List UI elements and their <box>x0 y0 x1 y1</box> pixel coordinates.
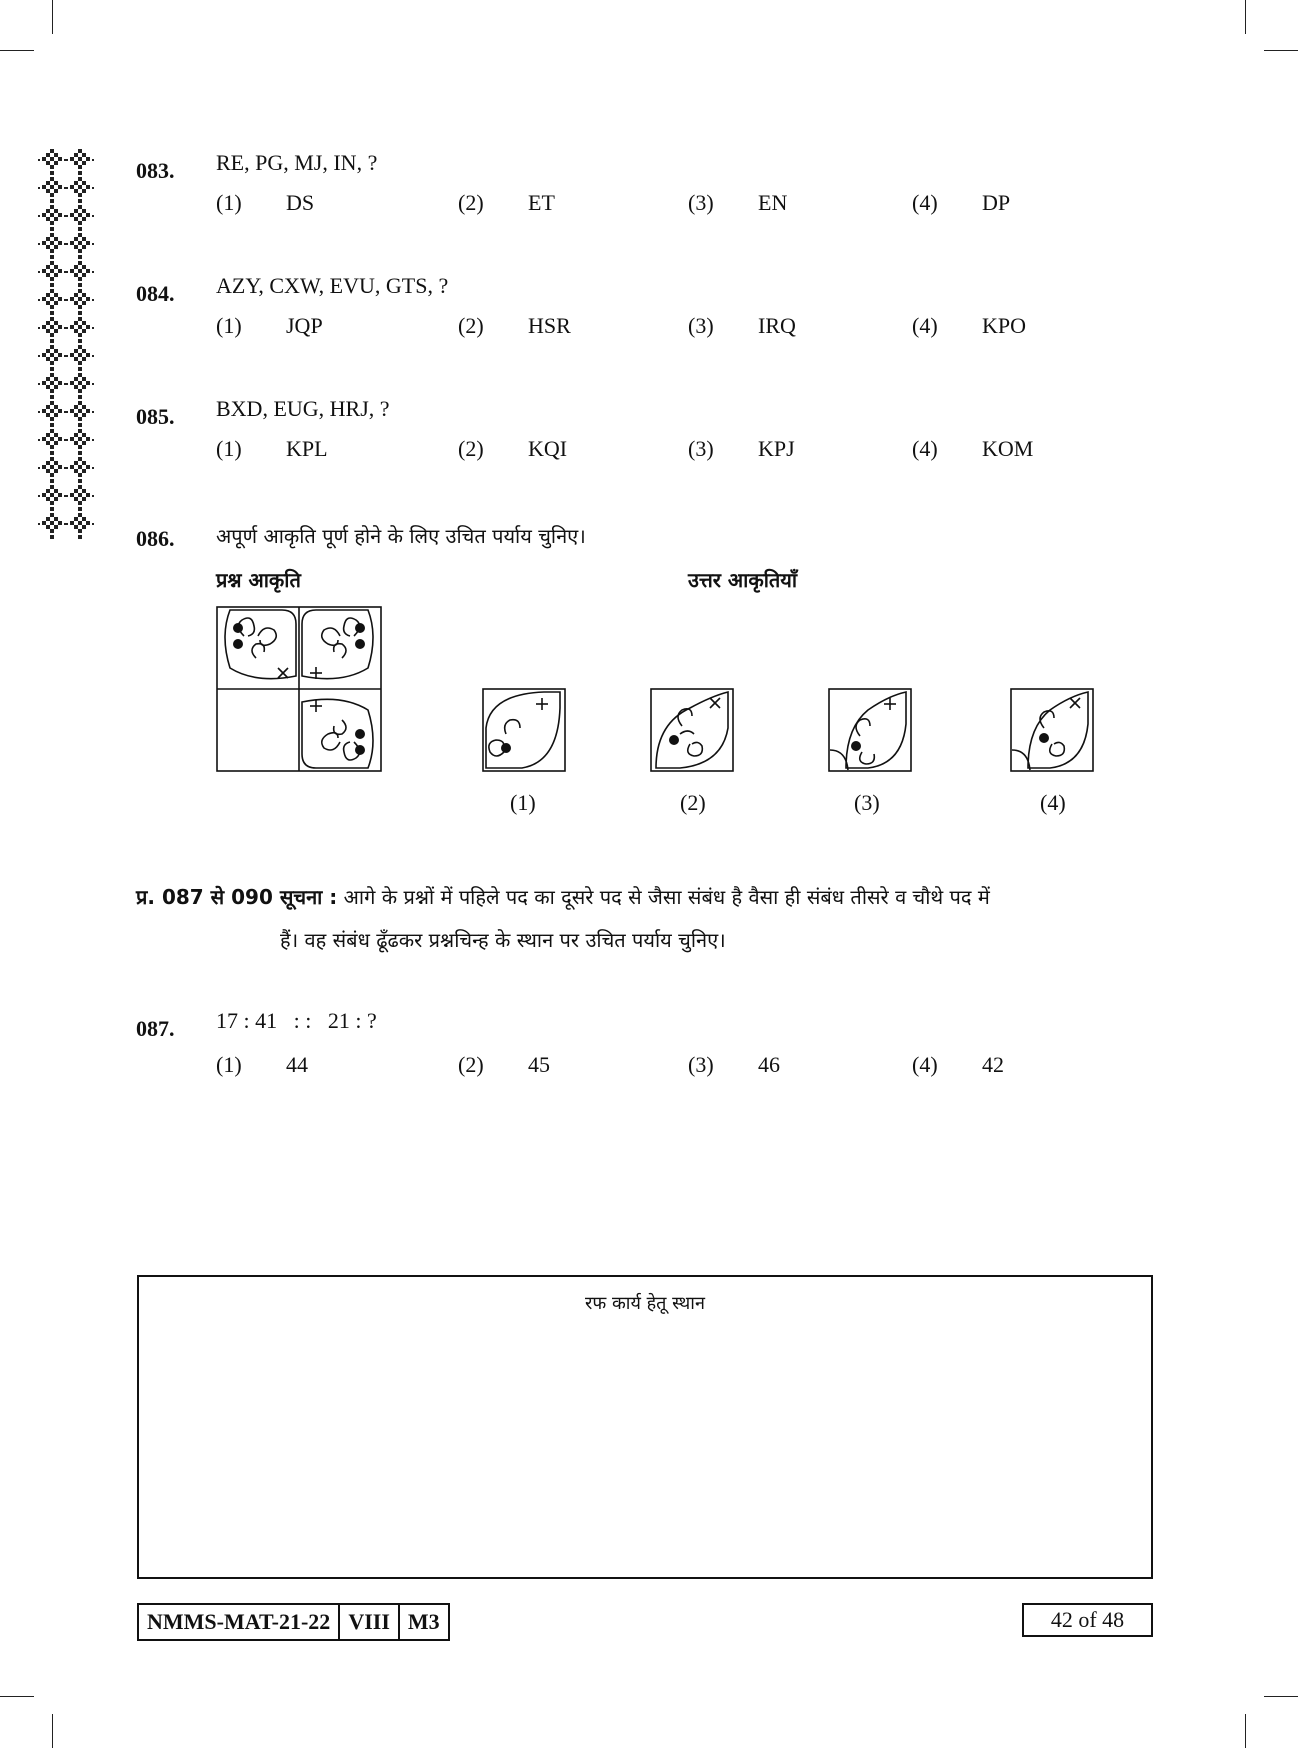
answer-label-1: (1) <box>510 790 536 815</box>
page-number: 42 of 48 <box>1022 1603 1153 1637</box>
option-2[interactable]: (2) KQI <box>458 436 568 461</box>
question-text: 17 : 41 : : 21 : ? <box>216 1008 377 1033</box>
question-number: 085. <box>136 404 175 429</box>
option-1[interactable]: (1) DS <box>216 190 315 215</box>
instruction-line-1 <box>136 884 990 910</box>
decorative-border <box>38 147 94 539</box>
crop-mark <box>1245 1714 1246 1748</box>
option-2[interactable]: (2) ET <box>458 190 555 215</box>
answer-label-4: (4) <box>1040 790 1066 815</box>
crop-mark <box>0 50 34 51</box>
question-figure <box>216 606 382 772</box>
question-text: RE, PG, MJ, IN, ? <box>216 150 378 175</box>
option-2[interactable]: (2) HSR <box>458 313 571 338</box>
set-label: M3 <box>407 1609 440 1634</box>
rough-work-area <box>137 1275 1153 1579</box>
option-3[interactable]: (3) 46 <box>688 1052 780 1077</box>
crop-mark <box>52 1714 53 1748</box>
option-3[interactable]: (3) IRQ <box>688 313 796 338</box>
option-4[interactable]: (4) KOM <box>912 436 1034 461</box>
crop-mark <box>52 0 53 34</box>
option-1[interactable]: (1) 44 <box>216 1052 308 1077</box>
question-number: 084. <box>136 281 175 306</box>
option-4[interactable]: (4) DP <box>912 190 1011 215</box>
option-2[interactable]: (2) 45 <box>458 1052 550 1077</box>
crop-mark <box>1264 50 1298 51</box>
instruction-text: आगे के प्रश्नों में पहिले पद का दूसरे पद से जैसा संबंध है वैसा ही संबंध तीसरे व चौथे पद में <box>343 885 990 909</box>
question-figure-label: प्रश्न आकृति <box>216 568 301 592</box>
option-1[interactable]: (1) JQP <box>216 313 323 338</box>
instruction-prefix: प्र. 087 से 090 सूचना : <box>136 885 338 909</box>
option-3[interactable]: (3) KPJ <box>688 436 795 461</box>
answer-figure-3[interactable] <box>828 688 912 772</box>
option-1[interactable]: (1) KPL <box>216 436 328 461</box>
crop-mark <box>0 1696 34 1697</box>
answer-figure-2[interactable] <box>650 688 734 772</box>
answer-figure-4[interactable] <box>1010 688 1094 772</box>
paper-code: NMMS-MAT-21-22 <box>139 1605 340 1639</box>
option-3[interactable]: (3) EN <box>688 190 788 215</box>
question-number: 087. <box>136 1016 175 1041</box>
option-4[interactable]: (4) 42 <box>912 1052 1004 1077</box>
question-text: अपूर्ण आकृति पूर्ण होने के लिए उचित पर्याय चुनिए। <box>216 524 586 548</box>
question-text: BXD, EUG, HRJ, ? <box>216 396 390 421</box>
question-number: 083. <box>136 158 175 183</box>
instruction-line-2: हैं। वह संबंध ढूँढकर प्रश्नचिन्ह के स्थान पर उचित पर्याय चुनिए। <box>280 928 726 952</box>
crop-mark <box>1264 1696 1298 1697</box>
crop-mark <box>1245 0 1246 34</box>
question-number: 086. <box>136 526 175 551</box>
rough-work-label: रफ कार्य हेतू स्थान <box>585 1293 705 1314</box>
answer-label-3: (3) <box>854 790 880 815</box>
paper-code-box <box>137 1603 450 1641</box>
answer-figure-1[interactable] <box>482 688 566 772</box>
question-text: AZY, CXW, EVU, GTS, ? <box>216 273 449 298</box>
class-label: VIII <box>340 1605 400 1639</box>
answer-figures-label: उत्तर आकृतियाँ <box>688 568 798 592</box>
option-4[interactable]: (4) KPO <box>912 313 1027 338</box>
answer-label-2: (2) <box>680 790 706 815</box>
